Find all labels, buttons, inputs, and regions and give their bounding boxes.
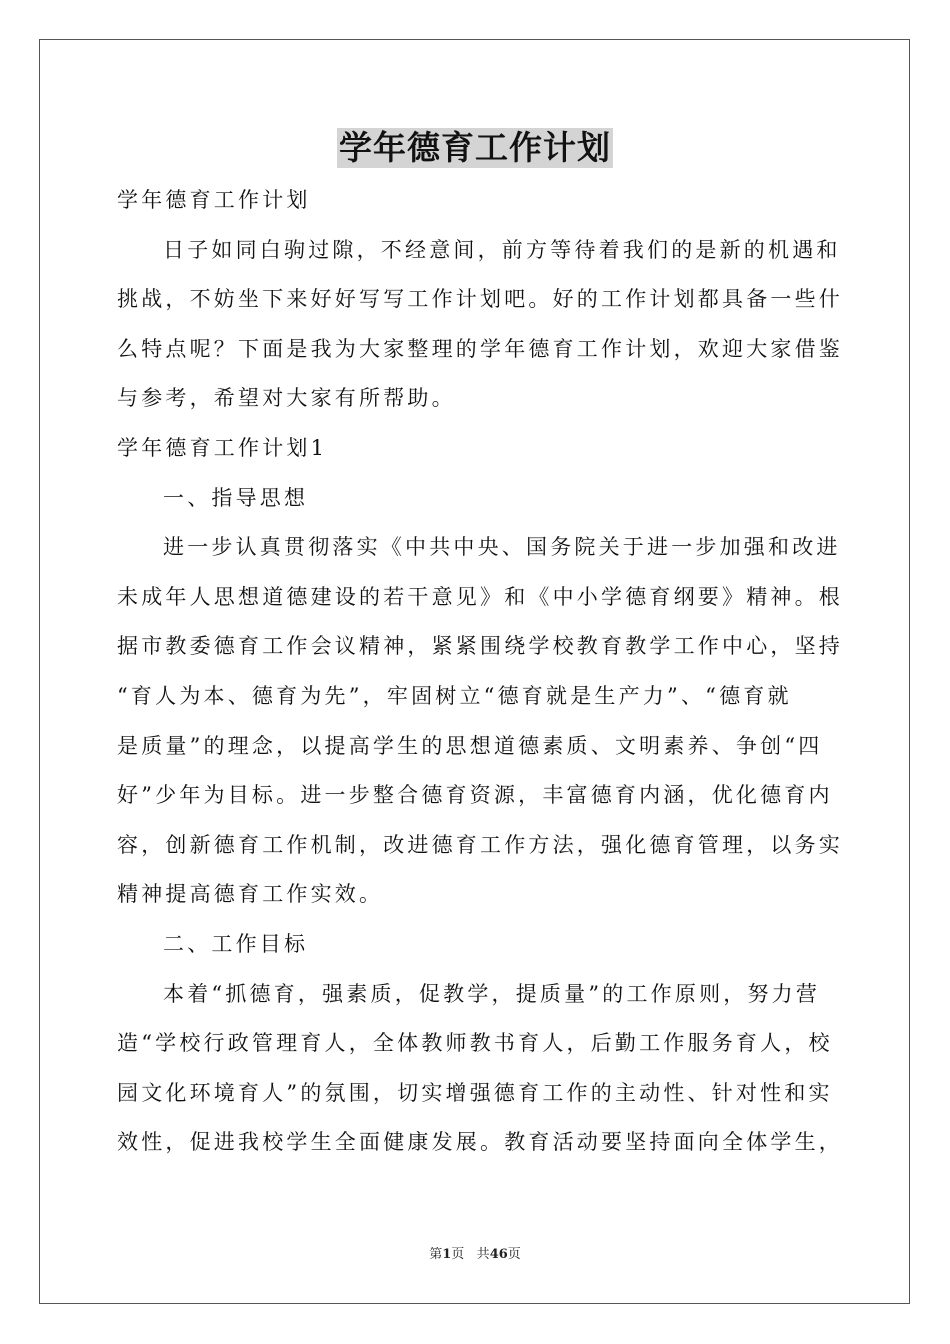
text-line: 未成年人思想道德建设的若干意见》和《中小学德育纲要》精神。根 [117, 584, 843, 609]
text-line: 园文化环境育人”的氛围，切实增强德育工作的主动性、针对性和实 [117, 1080, 833, 1105]
text-line: 容，创新德育工作机制，改进德育工作方法，强化德育管理，以务实 [117, 832, 843, 857]
page-number: 1 [442, 1247, 452, 1262]
text-line: 二、工作目标 [163, 931, 309, 956]
text-line: 进一步认真贯彻落实《中共中央、国务院关于进一步加强和改进 [163, 535, 841, 560]
title-container [0, 128, 950, 168]
text-line: “育人为本、德育为先”，牢固树立“德育就是生产力”、“德育就 [117, 683, 792, 708]
text-line: 挑战，不妨坐下来好好写写工作计划吧。好的工作计划都具备一些什 [117, 287, 843, 312]
text-line: 学年德育工作计划1 [117, 435, 328, 460]
document-body [117, 176, 843, 1168]
text-line: 日子如同白驹过隙，不经意间，前方等待着我们的是新的机遇和 [163, 237, 841, 262]
text-line: 本着“抓德育，强素质，促教学，提质量”的工作原则，努力营 [163, 981, 821, 1006]
text-line: 好”少年为目标。进一步整合德育资源，丰富德育内涵，优化德育内 [117, 783, 833, 808]
page-suffix: 页 [451, 1247, 465, 1262]
total-suffix: 页 [507, 1247, 521, 1262]
text-line: 与参考，希望对大家有所帮助。 [117, 386, 456, 411]
text-line: 一、指导思想 [163, 485, 309, 510]
page-prefix: 第 [429, 1247, 443, 1262]
text-line: 学年德育工作计划 [117, 188, 311, 212]
document-title: 学年德育工作计划 [339, 128, 611, 167]
text-line: 是质量”的理念，以提高学生的思想道德素质、文明素养、争创“四 [117, 733, 823, 758]
total-prefix: 共 [476, 1247, 490, 1262]
total-pages: 46 [489, 1247, 508, 1262]
text-line: 造“学校行政管理育人，全体教师教书育人，后勤工作服务育人，校 [117, 1031, 833, 1056]
page-footer [0, 1245, 950, 1265]
text-line: 效性，促进我校学生全面健康发展。教育活动要坚持面向全体学生， [117, 1130, 843, 1155]
text-line: 据市教委德育工作会议精神，紧紧围绕学校教育教学工作中心，坚持 [117, 634, 843, 659]
text-line: 么特点呢？下面是我为大家整理的学年德育工作计划，欢迎大家借鉴 [117, 336, 843, 361]
text-line: 精神提高德育工作实效。 [117, 882, 384, 907]
